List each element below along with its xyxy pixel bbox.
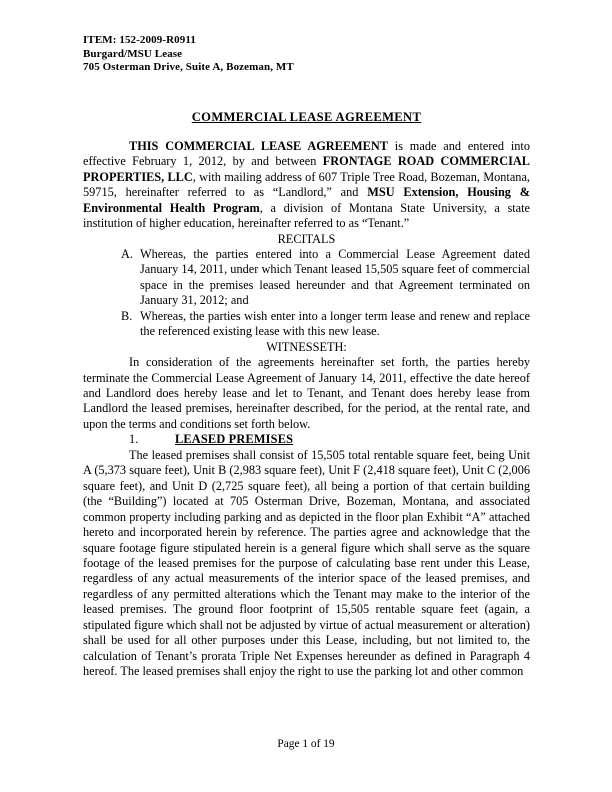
page-title: COMMERCIAL LEASE AGREEMENT [191, 109, 422, 124]
document-header-block [83, 34, 530, 75]
section-1-number: 1. [129, 432, 139, 447]
preamble-lead: THIS COMMERCIAL LEASE AGREEMENT [129, 138, 388, 153]
recitals-heading: RECITALS [277, 231, 336, 246]
recital-marker: B. [121, 308, 133, 323]
preamble-paragraph [83, 139, 530, 232]
header-line-item: ITEM: 152-2009-R0911 [83, 34, 196, 46]
preamble-text-2: , with mailing address of 607 Triple Tree Road, Bozeman, Montana, 59715, hereinafter referred to as “Landlord,” and [83, 169, 530, 200]
recital-item-a [83, 247, 530, 309]
header-line-lease: Burgard/MSU Lease [83, 47, 183, 60]
page-footer: Page 1 of 19 [277, 738, 335, 750]
section-1-heading [83, 432, 530, 447]
header-line-address: 705 Osterman Drive, Suite A, Bozeman, MT [83, 61, 294, 74]
witnesseth-paragraph: In consideration of the agreements hereinafter set forth, the parties hereby terminate the Commercial Lease Agreement of January 14, 2011, effective the date hereof and Landlord does hereby lease and let to Tenant, and Tenant does hereby lease from Landlord the leased premises, hereinafter described, for the period, at the rental rate, and upon the terms and conditions set forth below. [83, 355, 530, 431]
document-body [83, 34, 530, 680]
witnesseth-heading: WITNESSETH: [266, 339, 347, 354]
preamble-text-3: , a division of Montana State University, a state institution of higher education, hereinafter referred to as “Tenant.” [83, 200, 530, 231]
preamble-text-1: is made and entered into effective February 1, 2012, by and between [83, 138, 530, 169]
tenant-party-name: MSU Extension, Housing & Environmental Health Program [83, 185, 530, 215]
section-1-paragraph: The leased premises shall consist of 15,505 total rentable square feet, being Unit A (5,373 square feet), Unit B (2,983 square feet), Unit F (2,418 square feet), Unit C (2,006 square feet), and Unit D (2,725 square feet), all being a portion of that certain building (the “Building”) located at 705 Osterman Drive, Bozeman, Montana, and associated common property including parking and as depicted in the floor plan Exhibit “A” attached hereto and incorporated herein by reference. The parties agree and acknowledge that the square footage figure stipulated herein is a general figure which shall serve as the square footage of the leased premises for the purpose of calculating base rent under this Lease, regardless of any actual measurements of the interior space of the leased premises, and regardless of any permitted alterations which the Tenant may make to the interior of the leased premises. The ground floor footprint of 15,505 rentable square feet (again, a stipulated figure which shall not be adjusted by virtue of actual measurement or alteration) shall be used for all other purposes under this Lease, including, but not limited to, the calculation of Tenant’s prorata Triple Net Expenses hereunder as defined in Paragraph 4 hereof. The leased premises shall enjoy the right to use the parking lot and other common [83, 447, 530, 679]
recital-marker: A. [121, 246, 133, 261]
section-1-title: LEASED PREMISES [175, 432, 294, 447]
recital-text: Whereas, the parties wish enter into a longer term lease and renew and replace the referenced existing lease with this new lease. [140, 308, 530, 339]
recital-text: Whereas, the parties entered into a Commercial Lease Agreement dated January 14, 2011, under which Tenant leased 15,505 square feet of commercial space in the premises leased hereunder and that Agreement terminated on January 31, 2012; and [140, 246, 530, 308]
landlord-party-name: FRONTAGE ROAD COMMERCIAL PROPERTIES, LLC [83, 154, 530, 184]
recitals-list [83, 247, 530, 340]
recital-item-b [83, 309, 530, 340]
